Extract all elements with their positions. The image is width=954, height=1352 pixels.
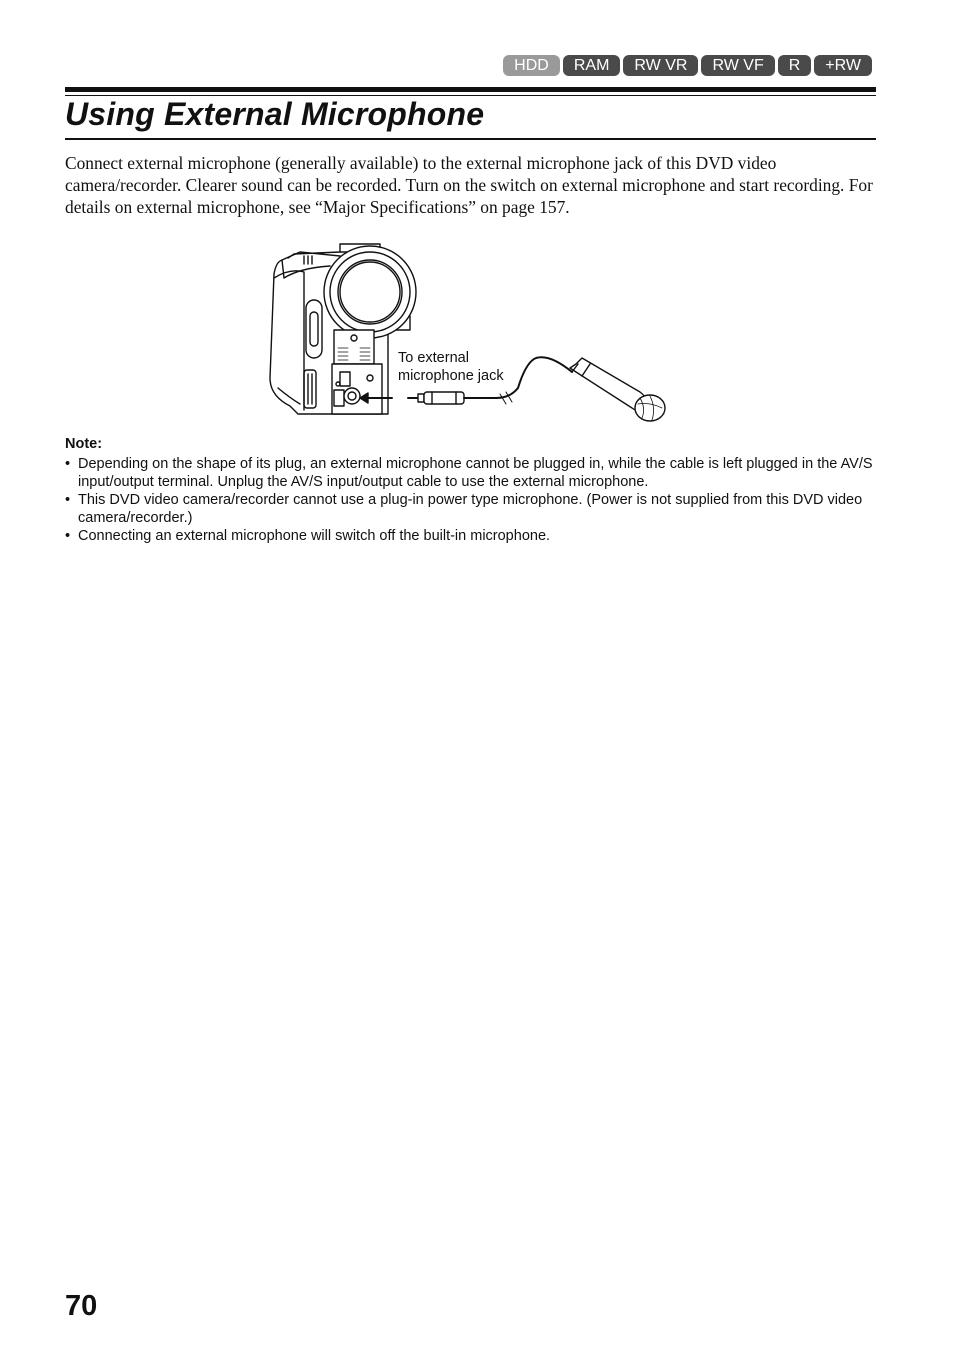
- disc-tab-plus-rw: +RW: [814, 55, 872, 76]
- callout-line-1: To external: [398, 350, 469, 366]
- note-item: • Connecting an external microphone will switch off the built-in microphone.: [65, 527, 877, 545]
- disc-type-tabs: [503, 55, 872, 76]
- page-number: 70: [65, 1290, 98, 1322]
- disc-tab-r: R: [778, 55, 812, 76]
- disc-tab-rw-vf: RW VF: [701, 55, 774, 76]
- page-title: Using External Microphone: [65, 96, 485, 132]
- title-rule-bottom: [65, 138, 876, 140]
- camera-microphone-illustration: [260, 238, 680, 428]
- figure-callout: [398, 349, 504, 385]
- note-item: • This DVD video camera/recorder cannot use a plug-in power type microphone. (Power is not supplied from this DVD video camera/recorder.): [65, 491, 877, 527]
- intro-paragraph: Connect external microphone (generally available) to the external microphone jack of this DVD video camera/recorder. Clearer sound can be recorded. Turn on the switch on external microphone and start recording. For details on external microphone, see “Major Specifications” on page 157.: [65, 153, 873, 217]
- note-heading: Note:: [65, 436, 103, 452]
- callout-line-2: microphone jack: [398, 368, 504, 384]
- disc-tab-ram: RAM: [563, 55, 621, 76]
- title-rule-top: [65, 87, 876, 92]
- note-list: [65, 455, 877, 545]
- disc-tab-hdd: HDD: [503, 55, 560, 76]
- disc-tab-rw-vr: RW VR: [623, 55, 698, 76]
- note-item: • Depending on the shape of its plug, an external microphone cannot be plugged in, while the cable is left plugged in the AV/S input/output terminal. Unplug the AV/S input/output cable to use the external microphone.: [65, 455, 877, 491]
